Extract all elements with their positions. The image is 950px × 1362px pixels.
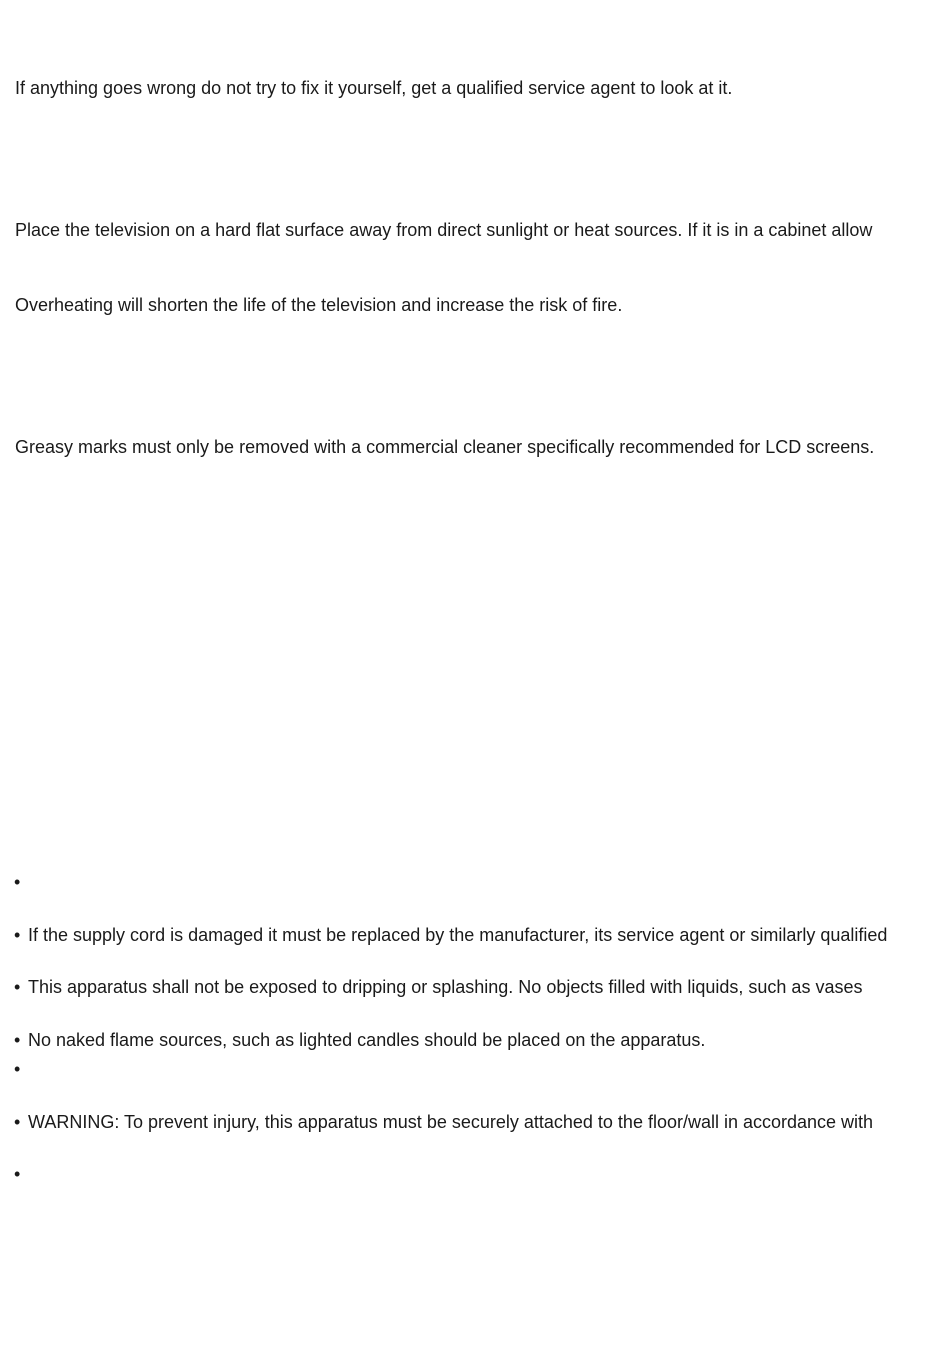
bullet-symbol: • bbox=[14, 977, 21, 997]
paragraph-service-agent: If anything goes wrong do not try to fix it yourself, get a qualified service agent to look at it. bbox=[15, 78, 733, 98]
bullet-symbol: • bbox=[14, 1059, 21, 1079]
paragraph-greasy-marks: Greasy marks must only be removed with a commercial cleaner specifically recommended for LCD screens. bbox=[15, 437, 875, 457]
bullet-symbol: • bbox=[14, 1164, 21, 1184]
bullet-text: If the supply cord is damaged it must be replaced by the manufacturer, its service agent or similarly qualified bbox=[28, 925, 888, 945]
bullet-item-dripping bbox=[14, 976, 862, 998]
bullet-text: WARNING: To prevent injury, this apparatus must be securely attached to the floor/wall in accordance with bbox=[28, 1112, 874, 1132]
paragraph-placement: Place the television on a hard flat surface away from direct sunlight or heat sources. If it is in a cabinet allow bbox=[15, 220, 873, 240]
bullet-item-supply-cord bbox=[14, 924, 887, 946]
bullet-item-empty-2 bbox=[14, 1058, 28, 1080]
bullet-symbol: • bbox=[14, 1112, 21, 1132]
bullet-symbol: • bbox=[14, 872, 21, 892]
bullet-item-empty-1 bbox=[14, 871, 28, 893]
bullet-symbol: • bbox=[14, 1030, 21, 1050]
bullet-item-warning bbox=[14, 1111, 873, 1133]
bullet-symbol: • bbox=[14, 925, 21, 945]
bullet-text: No naked flame sources, such as lighted candles should be placed on the apparatus. bbox=[28, 1030, 706, 1050]
paragraph-overheating: Overheating will shorten the life of the television and increase the risk of fire. bbox=[15, 295, 623, 315]
bullet-item-empty-3 bbox=[14, 1163, 28, 1185]
bullet-item-naked-flame bbox=[14, 1029, 705, 1051]
bullet-text: This apparatus shall not be exposed to dripping or splashing. No objects filled with liquids, such as vases bbox=[28, 977, 863, 997]
